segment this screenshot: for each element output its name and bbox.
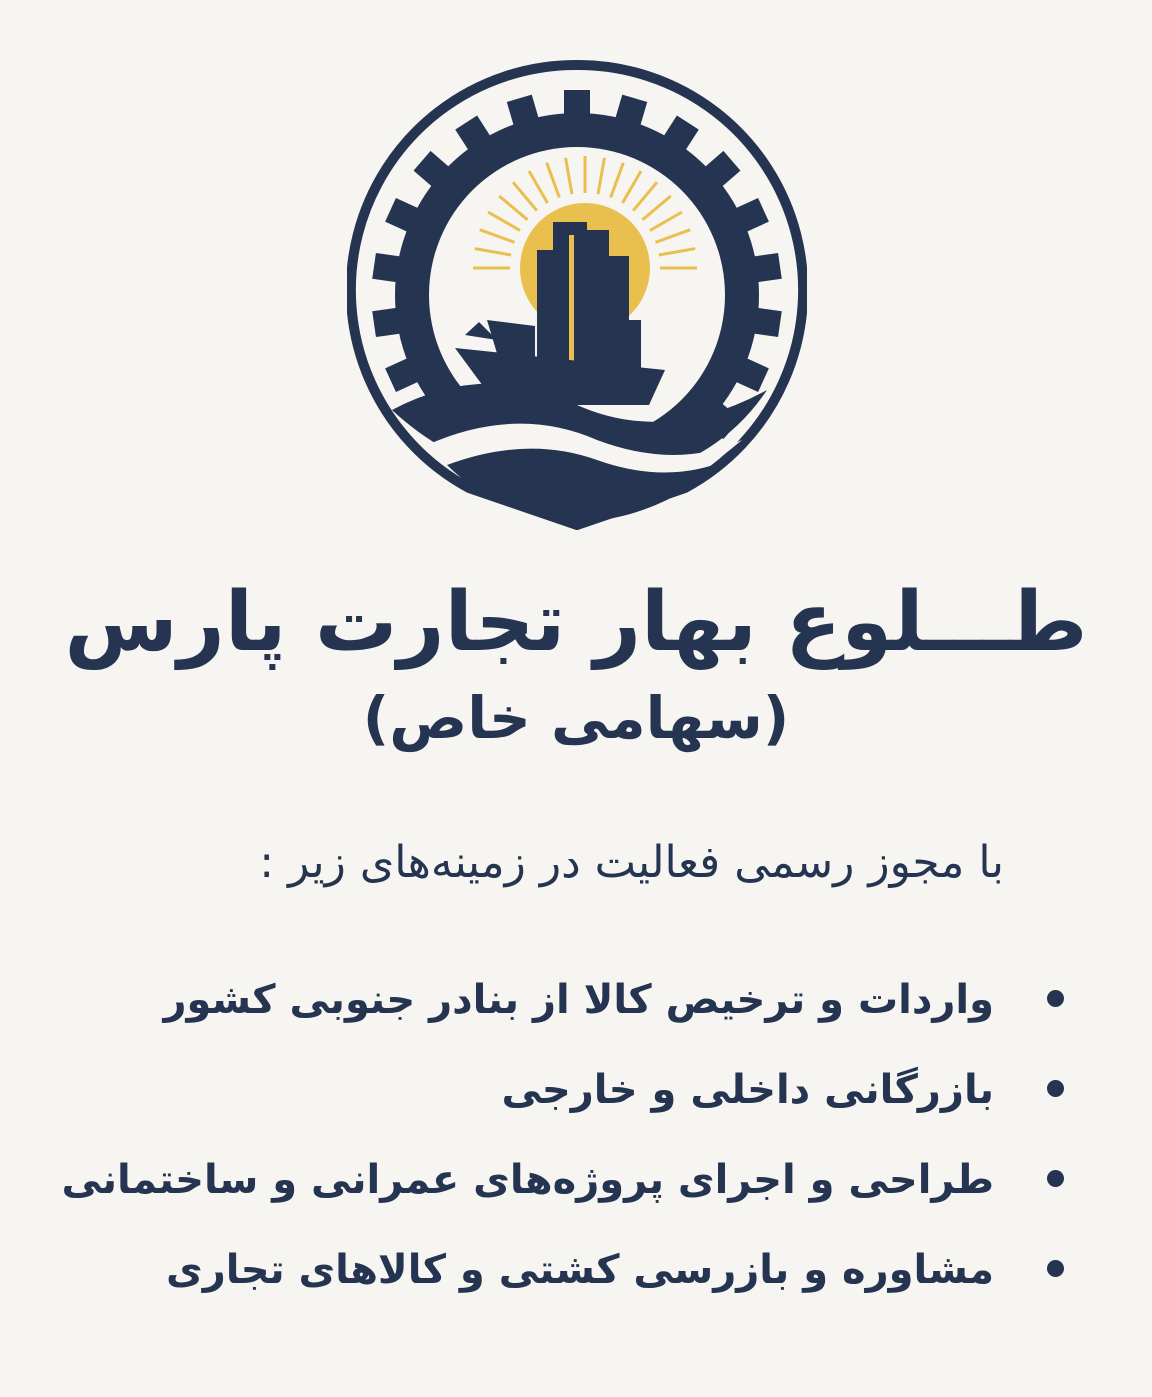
gear-tooth (744, 306, 781, 337)
bullet-icon (1047, 1260, 1064, 1277)
services-intro: با مجوز رسمی فعالیت در زمینه‌های زیر : (259, 837, 1004, 888)
gear-tooth (564, 90, 590, 124)
service-item (64, 962, 1064, 1052)
gear-tooth (372, 306, 409, 337)
services-list (61, 962, 1064, 1322)
service-text: طراحی و اجرای پروژه‌های عمرانی و ساختمانی (61, 1157, 994, 1203)
bullet-icon (1047, 990, 1064, 1007)
bullet-icon (1047, 1080, 1064, 1097)
company-logo (347, 60, 807, 530)
company-name: طـــلوع بهار تجارت پارس (64, 575, 1088, 670)
service-text: واردات و ترخیص کالا از بنادر جنوبی کشور (163, 977, 994, 1023)
gear-tooth (372, 253, 409, 284)
gear-tooth (744, 253, 781, 284)
service-item (61, 1142, 1064, 1232)
service-item (64, 1232, 1064, 1322)
service-item (64, 1052, 1064, 1142)
service-text: مشاوره و بازرسی کشتی و کالاهای تجاری (166, 1247, 994, 1293)
bullet-icon (1047, 1170, 1064, 1187)
company-type: (سهامی خاص) (362, 684, 790, 752)
service-text: بازرگانی داخلی و خارجی (501, 1067, 994, 1113)
